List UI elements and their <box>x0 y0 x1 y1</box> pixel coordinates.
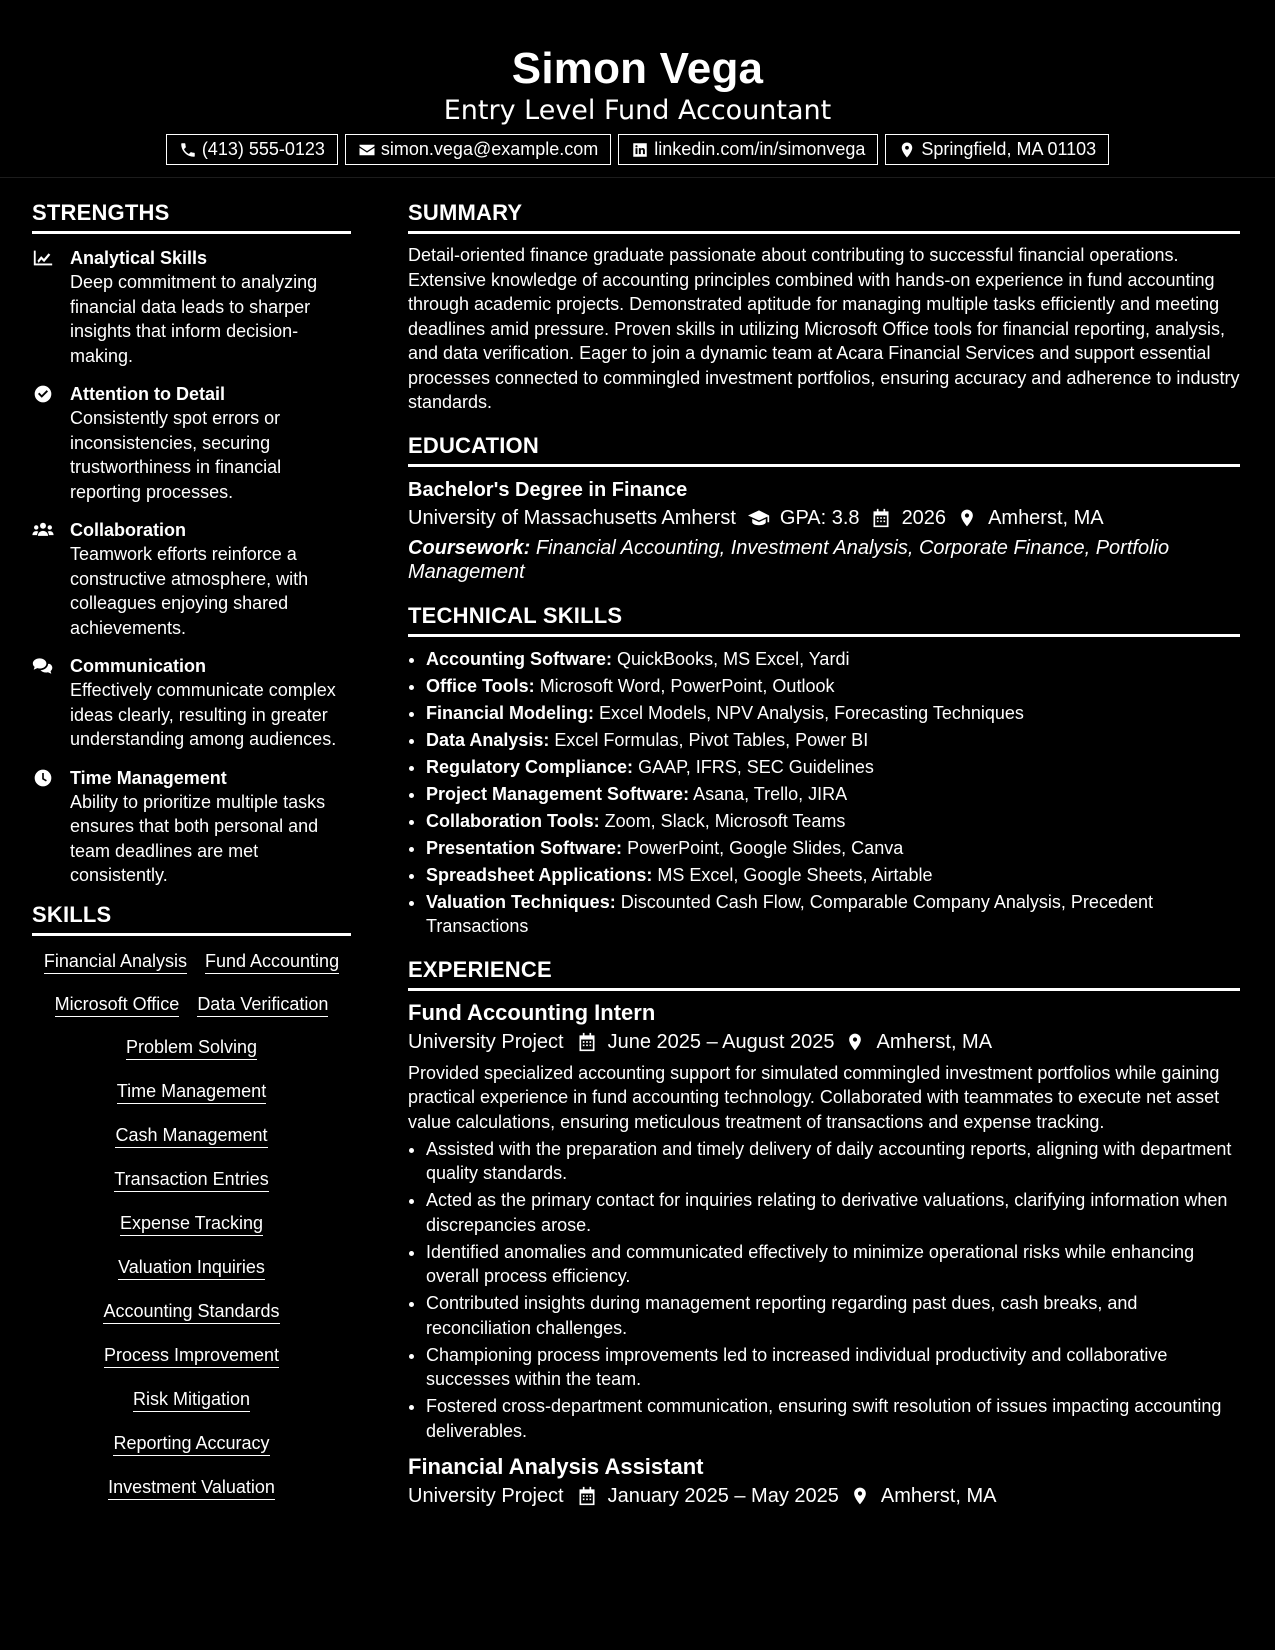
job-location: Amherst, MA <box>880 1485 997 1507</box>
coursework <box>408 536 1240 585</box>
strength-item <box>32 518 351 640</box>
list-item: • Acted as the primary contact for inquiries relating to derivative valuations, clarifying information when discrepancies arose. <box>426 1188 1240 1237</box>
skill-tag: Fund Accounting <box>205 950 339 974</box>
strength-desc: Effectively communicate complex ideas clearly, resulting in greater understanding among audiences. <box>70 680 337 749</box>
skill-category: Valuation Techniques: <box>426 891 616 912</box>
skill-category: Office Tools: <box>426 675 535 696</box>
list-item: • Championing process improvements led to increased individual productivity and collaborative successes within the team. <box>426 1343 1240 1392</box>
job-dates: June 2025 – August 2025 <box>607 1030 835 1053</box>
technical-skills-list <box>408 647 1240 939</box>
candidate-title: Entry Level Fund Accountant <box>443 95 832 126</box>
list-item <box>426 863 1240 888</box>
list-item <box>426 674 1240 699</box>
skill-values: Microsoft Word, PowerPoint, Outlook <box>539 675 835 696</box>
contact-linkedin[interactable] <box>618 134 878 165</box>
map-marker-icon <box>844 1032 866 1052</box>
strengths-list <box>32 246 351 888</box>
skill-tag: Reporting Accuracy <box>113 1432 269 1456</box>
job-bullets <box>408 1137 1240 1444</box>
list-item: • Fostered cross-department communication, ensuring swift resolution of issues impacting accounting deliverables. <box>426 1394 1240 1443</box>
job-org: University Project <box>408 1485 564 1507</box>
list-item <box>426 755 1240 780</box>
list-item <box>426 728 1240 753</box>
job-meta <box>408 1027 1240 1057</box>
skills-tag-list <box>32 950 351 1501</box>
strength-item <box>32 654 351 752</box>
skill-values: MS Excel, Google Sheets, Airtable <box>657 864 933 885</box>
gpa: GPA: 3.8 <box>779 506 860 529</box>
skill-values: Excel Formulas, Pivot Tables, Power BI <box>554 729 869 750</box>
contact-email-text: simon.vega@example.com <box>380 139 599 159</box>
graduation-year: 2026 <box>901 506 947 529</box>
strengths-heading: STRENGTHS <box>32 200 351 234</box>
clock-icon <box>32 768 54 788</box>
resume-header <box>0 0 1275 178</box>
comments-icon <box>32 656 54 676</box>
graduation-cap-icon <box>748 508 770 528</box>
skill-values: PowerPoint, Google Slides, Canva <box>627 837 904 858</box>
left-column <box>32 200 351 1501</box>
job-title: Financial Analysis Assistant <box>408 1454 704 1479</box>
skill-tag: Data Verification <box>197 993 328 1017</box>
list-item <box>426 782 1240 807</box>
school-name: University of Massachusetts Amherst <box>408 506 736 529</box>
right-column <box>408 200 1240 1511</box>
summary-text: Detail-oriented finance graduate passionate about contributing to successful financial operations. Extensive knowledge of accounting principles combined with hands-on experience in fund accounting through academic projects. Demonstrated aptitude for managing multiple tasks efficiently and meeting deadlines amid pressure. Proven skills in utilizing Microsoft Office tools for financial reporting, analysis, and data verification. Eager to join a dynamic team at Acara Financial Services and support essential processes connected to commingled investment portfolios, ensuring accuracy and adherence to industry standards. <box>408 245 1240 412</box>
strength-name: Attention to Detail <box>70 384 225 404</box>
candidate-name: Simon Vega <box>511 44 764 93</box>
contact-bar <box>0 134 1275 165</box>
list-item <box>426 647 1240 672</box>
contact-phone-text: (413) 555-0123 <box>201 139 325 159</box>
linkedin-icon <box>631 141 649 159</box>
skill-tag: Risk Mitigation <box>133 1388 250 1412</box>
contact-email[interactable] <box>345 134 611 165</box>
contact-location-text: Springfield, MA 01103 <box>921 139 1097 159</box>
skill-tag: Financial Analysis <box>44 950 187 974</box>
school-location: Amherst, MA <box>988 506 1104 529</box>
skill-values: Zoom, Slack, Microsoft Teams <box>604 810 846 831</box>
list-item <box>426 809 1240 834</box>
list-item <box>426 890 1240 939</box>
skill-tag: Cash Management <box>115 1124 267 1148</box>
coursework-label: Coursework: <box>408 536 531 559</box>
job-title: Fund Accounting Intern <box>408 999 656 1025</box>
strength-name: Time Management <box>70 767 227 788</box>
skill-values: QuickBooks, MS Excel, Yardi <box>617 648 850 669</box>
phone-icon <box>179 141 197 159</box>
skill-category: Accounting Software: <box>426 648 613 669</box>
chart-line-icon <box>32 248 54 268</box>
skills-heading: SKILLS <box>32 902 351 936</box>
skill-category: Presentation Software: <box>426 837 623 858</box>
education-heading: EDUCATION <box>408 433 1240 467</box>
list-item: • Identified anomalies and communicated effectively to minimize operational risks while enhancing overall process efficiency. <box>426 1240 1240 1289</box>
skill-tag: Valuation Inquiries <box>118 1256 265 1280</box>
strength-item <box>32 382 351 504</box>
job-entry <box>408 999 1240 1444</box>
skill-values: Asana, Trello, JIRA <box>693 783 848 804</box>
experience-heading: EXPERIENCE <box>408 957 1240 991</box>
calendar-icon <box>870 508 892 528</box>
skill-values: Excel Models, NPV Analysis, Forecasting Techniques <box>599 702 1024 723</box>
education-meta <box>408 503 1240 533</box>
map-marker-icon <box>849 1486 871 1506</box>
list-item: • Contributed insights during management reporting regarding past dues, cash breaks, and reconciliation challenges. <box>426 1291 1240 1340</box>
skill-tag: Process Improvement <box>104 1344 279 1368</box>
strength-desc: Ability to prioritize multiple tasks ensures that both personal and team deadlines are met consistently. <box>70 791 326 885</box>
job-dates: January 2025 – May 2025 <box>607 1485 839 1507</box>
skill-tag: Investment Valuation <box>108 1476 275 1500</box>
job-meta <box>408 1481 1240 1511</box>
skill-tag: Time Management <box>117 1080 266 1104</box>
skill-values: GAAP, IFRS, SEC Guidelines <box>638 756 874 777</box>
technical-skills-heading: TECHNICAL SKILLS <box>408 603 1240 637</box>
skill-category: Collaboration Tools: <box>426 810 600 831</box>
skill-values: Discounted Cash Flow, Comparable Company Analysis, Precedent Transactions <box>426 891 1153 936</box>
degree-title: Bachelor's Degree in Finance <box>408 478 688 501</box>
check-circle-icon <box>32 384 54 404</box>
skill-tag: Expense Tracking <box>120 1212 263 1236</box>
skill-category: Spreadsheet Applications: <box>426 864 653 885</box>
skill-category: Regulatory Compliance: <box>426 756 634 777</box>
skill-tag: Accounting Standards <box>103 1300 279 1324</box>
skill-category: Financial Modeling: <box>426 702 595 723</box>
strength-name: Analytical Skills <box>70 248 208 268</box>
strength-item <box>32 246 351 368</box>
strength-name: Collaboration <box>70 520 186 540</box>
list-item <box>426 836 1240 861</box>
skill-tag: Transaction Entries <box>114 1168 268 1192</box>
job-description: Provided specialized accounting support for simulated commingled investment portfolios while gaining practical experience in fund accounting technology. Collaborated with teammates to execute net asset value calculations, ensuring meticulous treatment of transactions and expense tracking. <box>408 1062 1220 1132</box>
list-item: • Assisted with the preparation and timely delivery of daily accounting reports, aligning with department quality standards. <box>426 1137 1240 1186</box>
list-item <box>426 701 1240 726</box>
strength-desc: Teamwork efforts reinforce a constructive atmosphere, with colleagues enjoying shared achievements. <box>70 544 309 638</box>
map-marker-icon <box>956 508 978 528</box>
strength-name: Communication <box>70 656 207 676</box>
contact-location <box>885 134 1109 165</box>
users-icon <box>32 520 54 540</box>
calendar-icon <box>576 1032 598 1052</box>
skill-category: Data Analysis: <box>426 729 550 750</box>
job-entry <box>408 1453 1240 1511</box>
skill-tag: Problem Solving <box>126 1036 257 1060</box>
skill-category: Project Management Software: <box>426 783 690 804</box>
summary-heading: SUMMARY <box>408 200 1240 234</box>
contact-linkedin-text: linkedin.com/in/simonvega <box>654 139 866 159</box>
job-org: University Project <box>408 1030 564 1053</box>
calendar-icon <box>576 1486 598 1506</box>
skill-tag: Microsoft Office <box>55 993 180 1017</box>
envelope-icon <box>358 141 376 159</box>
job-location: Amherst, MA <box>876 1030 993 1053</box>
strength-desc: Consistently spot errors or inconsistencies, securing trustworthiness in financial reporting processes. <box>70 408 282 502</box>
map-marker-icon <box>898 141 916 159</box>
strength-item <box>32 766 351 888</box>
coursework-list: Financial Accounting, Investment Analysis, Corporate Finance, Portfolio Management <box>408 536 1170 583</box>
contact-phone[interactable] <box>166 134 338 165</box>
strength-desc: Deep commitment to analyzing financial data leads to sharper insights that inform decision-making. <box>70 272 318 366</box>
